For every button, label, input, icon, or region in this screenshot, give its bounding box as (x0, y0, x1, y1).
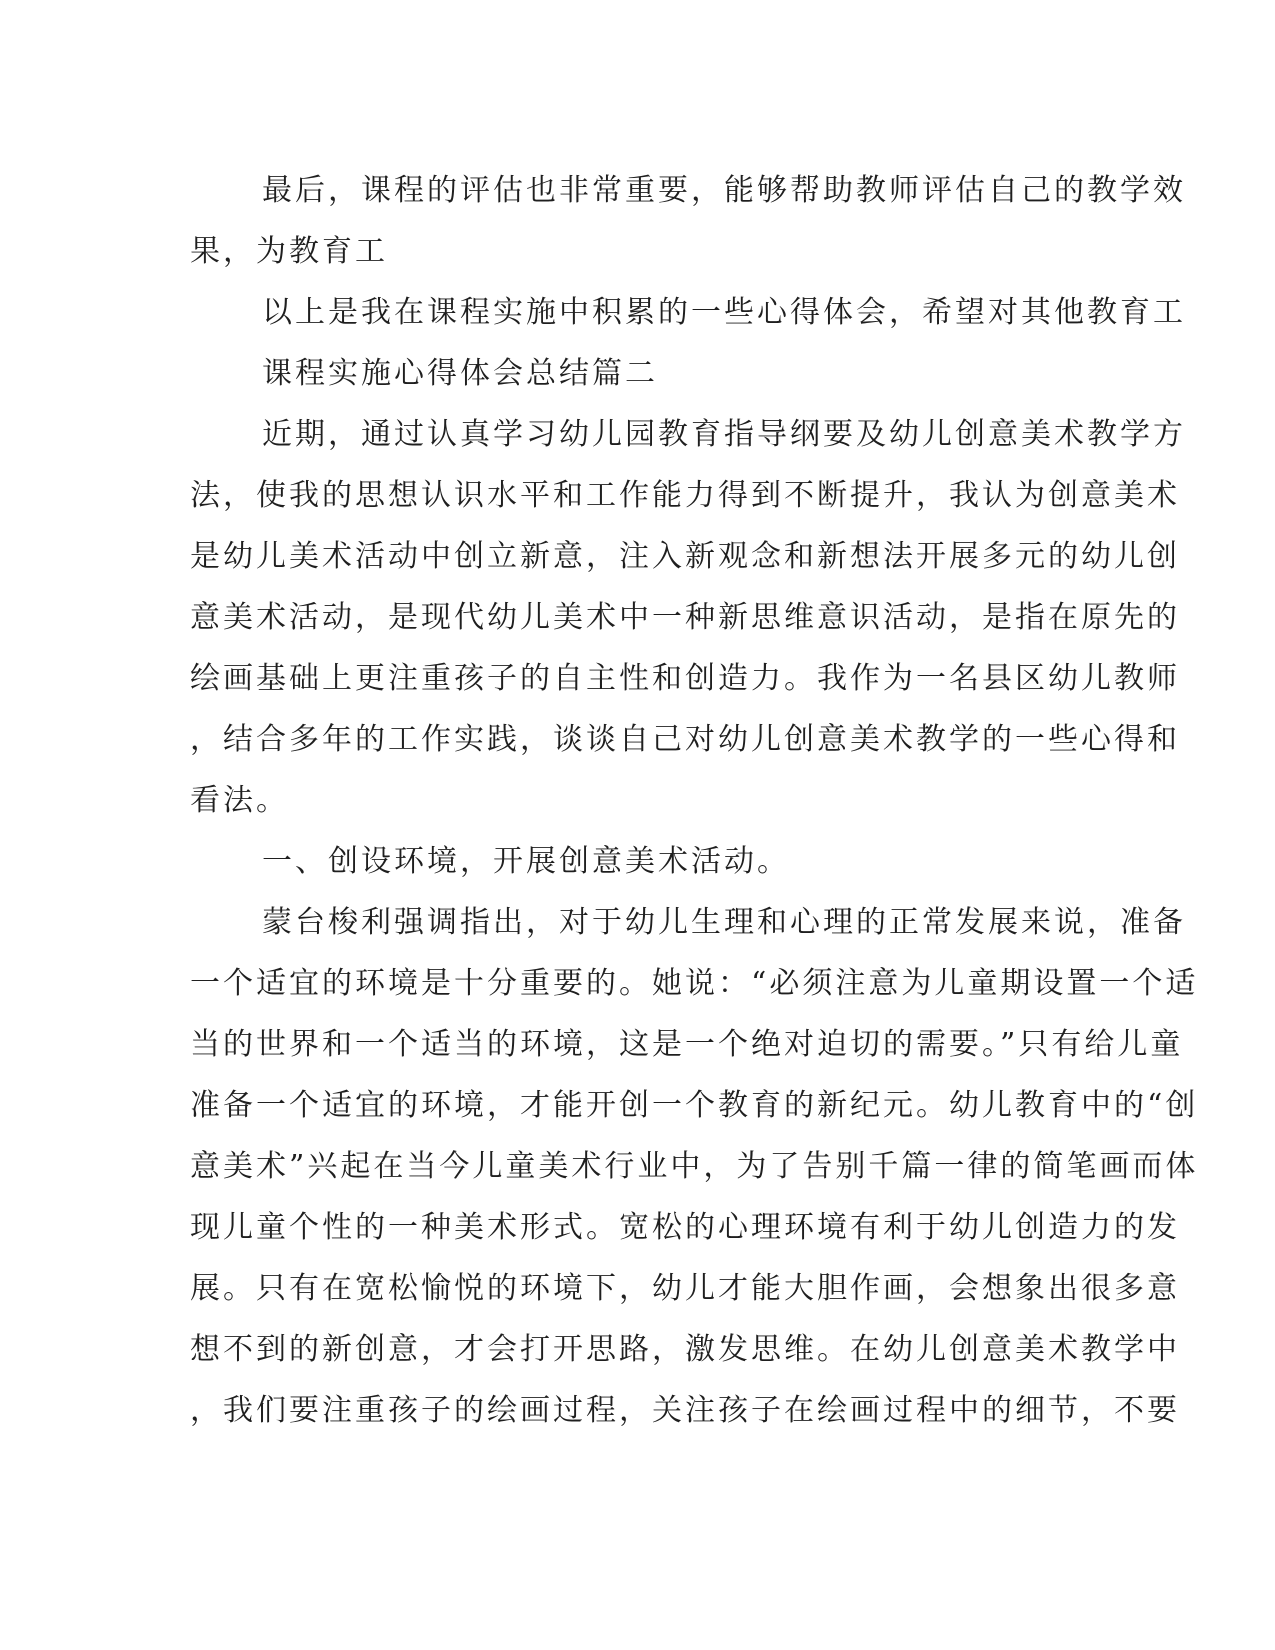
paragraph-line: 意美术”兴起在当今儿童美术行业中，为了告别千篇一律的简笔画而体 (190, 1149, 1199, 1184)
paragraph-line: 意美术活动，是现代幼儿美术中一种新思维意识活动，是指在原先的 (190, 600, 1180, 635)
paragraph-line: 展。只有在宽松愉悦的环境下，幼儿才能大胆作画，会想象出很多意 (190, 1271, 1180, 1306)
paragraph-line: 近期，通过认真学习幼儿园教育指导纲要及幼儿创意美术教学方 (262, 417, 1186, 452)
paragraph-line: 现儿童个性的一种美术形式。宽松的心理环境有利于幼儿创造力的发 (190, 1210, 1180, 1245)
paragraph-line: ，结合多年的工作实践，谈谈自己对幼儿创意美术教学的一些心得和 (190, 722, 1180, 757)
paragraph-line: 法，使我的思想认识水平和工作能力得到不断提升，我认为创意美术 (190, 478, 1180, 513)
paragraph-line: 一个适宜的环境是十分重要的。她说：“必须注意为儿童期设置一个适 (190, 966, 1199, 1001)
subsection-heading: 一、创设环境，开展创意美术活动。 (262, 844, 790, 879)
paragraph-line: 果，为教育工 (190, 234, 388, 269)
paragraph-line: 当的世界和一个适当的环境，这是一个绝对迫切的需要。”只有给儿童 (190, 1027, 1184, 1062)
paragraph-line: 以上是我在课程实施中积累的一些心得体会，希望对其他教育工 (262, 295, 1186, 330)
paragraph-line: ，我们要注重孩子的绘画过程，关注孩子在绘画过程中的细节，不要 (190, 1393, 1180, 1428)
paragraph-line: 想不到的新创意，才会打开思路，激发思维。在幼儿创意美术教学中 (190, 1332, 1180, 1367)
paragraph-line: 蒙台梭利强调指出，对于幼儿生理和心理的正常发展来说，准备 (262, 905, 1186, 940)
paragraph-line: 最后，课程的评估也非常重要，能够帮助教师评估自己的教学效 (262, 173, 1186, 208)
paragraph-line: 准备一个适宜的环境，才能开创一个教育的新纪元。幼儿教育中的“创 (190, 1088, 1199, 1123)
paragraph-line: 是幼儿美术活动中创立新意，注入新观念和新想法开展多元的幼儿创 (190, 539, 1180, 574)
paragraph-line: 看法。 (190, 783, 289, 818)
document-body (190, 160, 1199, 1441)
section-heading: 课程实施心得体会总结篇二 (262, 356, 658, 391)
paragraph-line: 绘画基础上更注重孩子的自主性和创造力。我作为一名县区幼儿教师 (190, 661, 1180, 696)
